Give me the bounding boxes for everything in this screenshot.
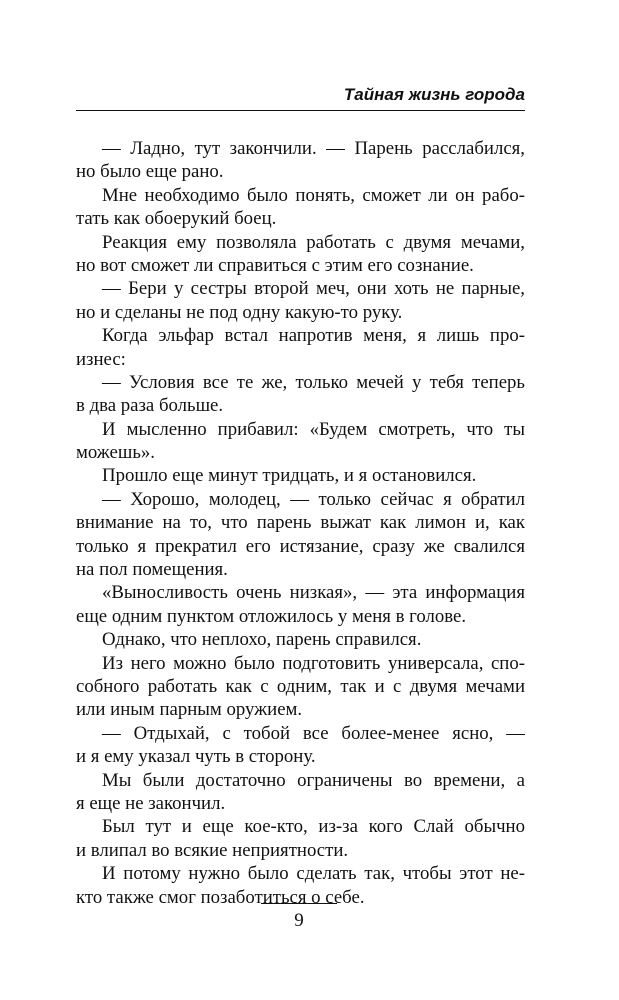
- text-line: — Условия все те же, только мечей у тебя теперь: [102, 371, 525, 393]
- text-line: собного работать как с одним, так и с двумя мечами: [76, 675, 525, 697]
- text-line: и влипал во всякие неприятности.: [76, 839, 349, 861]
- text-line: изнес:: [76, 348, 126, 370]
- text-line: Из него можно было подготовить универсала, спо-: [102, 652, 525, 674]
- text-line: внимание на то, что парень выжат как лимон и, как: [76, 512, 525, 534]
- text-line: Однако, что неплохо, парень справился.: [102, 629, 422, 651]
- text-line: тать как обоерукий боец.: [76, 208, 277, 230]
- text-line: я еще не закончил.: [76, 792, 226, 814]
- header-rule: [76, 110, 525, 111]
- footer-rule: [261, 903, 337, 904]
- page-number: 9: [294, 910, 304, 931]
- text-line: еще одним пунктом отложилось у меня в голове.: [76, 605, 467, 627]
- text-line: И потому нужно было сделать так, чтобы этот не-: [102, 863, 525, 885]
- text-line: Мне необходимо было понять, сможет ли он рабо-: [102, 184, 525, 206]
- text-line: и я ему указал чуть в сторону.: [76, 746, 316, 768]
- text-line: Мы были достаточно ограничены во времени, а: [102, 769, 525, 791]
- text-line: — Отдыхай, с тобой все более-менее ясно, —: [102, 722, 525, 744]
- text-line: в два раза больше.: [76, 395, 224, 417]
- text-line: И мысленно прибавил: «Будем смотреть, что ты: [102, 418, 525, 440]
- text-line: Прошло еще минут тридцать, и я остановился.: [102, 465, 477, 487]
- running-head-title: Тайная жизнь города: [343, 85, 525, 104]
- text-line: или иным парным оружием.: [76, 699, 303, 721]
- text-line: но вот сможет ли справиться с этим его сознание.: [76, 254, 474, 276]
- body-text: [76, 137, 525, 909]
- text-line: Был тут и еще кое-кто, из-за кого Слай обычно: [102, 816, 525, 838]
- text-line: только я прекратил его истязание, сразу же свалился: [76, 535, 525, 557]
- text-line: «Выносливость очень низкая», — эта информация: [102, 582, 525, 604]
- text-line: Когда эльфар встал напротив меня, я лишь про-: [102, 325, 525, 347]
- text-line: можешь».: [76, 442, 155, 464]
- text-line: кто также смог позаботиться о себе.: [76, 886, 365, 908]
- text-line: на пол помещения.: [76, 559, 228, 581]
- text-line: но и сделаны не под одну какую-то руку.: [76, 301, 403, 323]
- text-line: — Бери у сестры второй меч, они хоть не парные,: [102, 278, 525, 300]
- text-line: Реакция ему позволяла работать с двумя мечами,: [102, 231, 525, 253]
- text-line: но было еще рано.: [76, 161, 224, 183]
- text-line: — Хорошо, молодец, — только сейчас я обратил: [102, 488, 525, 510]
- text-line: — Ладно, тут закончили. — Парень расслабился,: [102, 138, 525, 159]
